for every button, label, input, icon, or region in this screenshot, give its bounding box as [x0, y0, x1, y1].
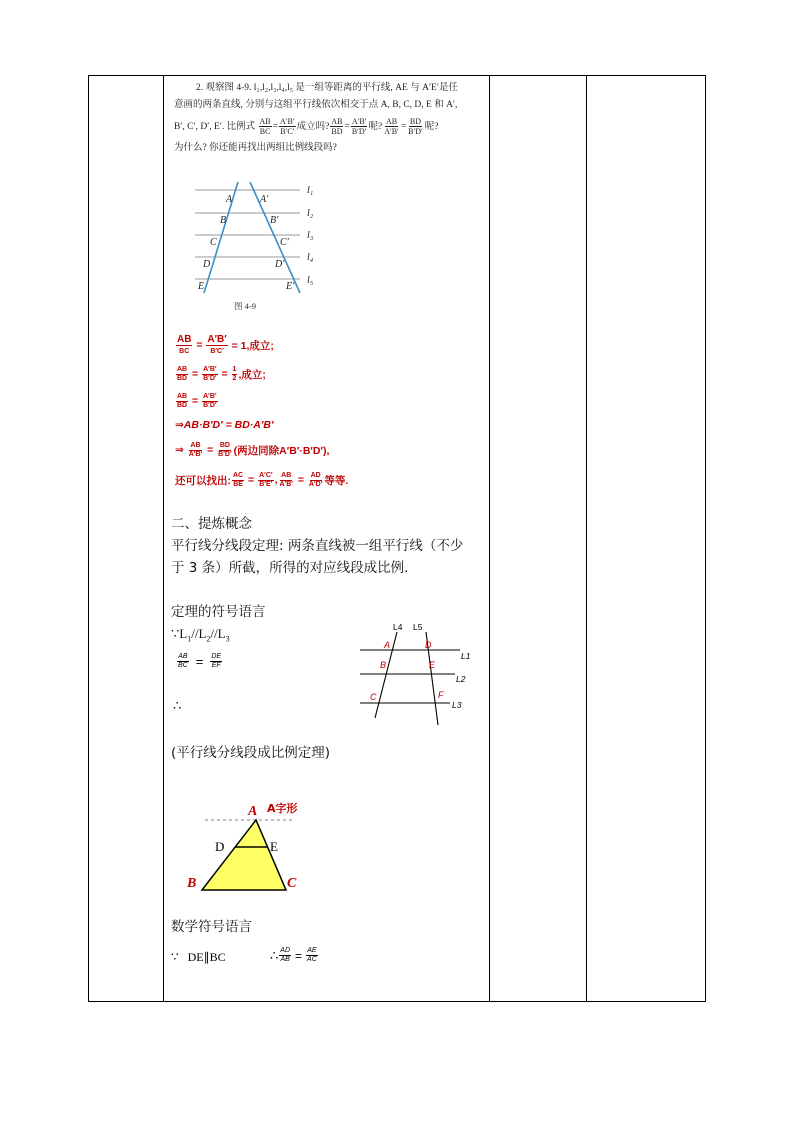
point-label: E: [429, 660, 436, 670]
vertex-label: C: [287, 876, 297, 891]
conclusion-formula: ∴ $\frac{AD}{AB}$ = $\frac{AE}{AC}$: [270, 947, 317, 963]
point-label: A: [226, 194, 233, 205]
answer-row-6: 还可以找出: $\frac{AC}{BE}$ = $\frac{A'C'}{B'E'}$ , $\frac{AB}{A'B'}$ = $\frac{AD}{A'D'}$ 等等.: [175, 471, 349, 488]
fraction: $\frac{AB}{BD}$: [331, 117, 343, 137]
therefore-symbol: ∴: [173, 699, 182, 714]
point-label: B: [220, 215, 227, 226]
point-label: C′: [280, 237, 289, 248]
line-label: l₅: [307, 275, 314, 286]
question-line-4: 为什么? 你还能再找出两组比例线段吗?: [174, 143, 337, 153]
triangle-abc: [202, 820, 286, 890]
symbol-language-title: 定理的符号语言: [171, 604, 266, 620]
point-label: A: [384, 640, 391, 650]
point-label: D: [215, 839, 225, 854]
answer-row-2: $\frac{AB}{BD}$ = $\frac{A'B'}{B'D'}$ = $\frac{1}{2}$ ,成立;: [177, 365, 266, 382]
answer-row-3: $\frac{AB}{BD}$ = $\frac{A'B'}{B'D'}$: [177, 392, 217, 409]
fraction: $\frac{A'B'}{B'D'}$: [351, 117, 367, 137]
point-label: C: [370, 692, 377, 702]
question-block: [174, 80, 486, 157]
line-label: L5: [413, 622, 423, 632]
figure-triangle: [180, 795, 320, 895]
question-line-1: 2. 观察图 4-9. l₁,l₂,l₃,l₄,l₅ 是一组等距离的平行线, AE 与 A′E′是任: [196, 83, 458, 93]
fraction: $\frac{BD}{B'D'}$: [408, 117, 423, 137]
question-line-3: B′, C′, D′, E′. 比例式 $\frac{AB}{BC}$ = $\frac{A'B'}{B'C'}$ 成立吗? $\frac{AB}{BD}$ = $\frac{A'B'}{B'D'}$ 呢? $\frac{AB}{A'B'}$ = $\frac{BD}{B'D'}$ 呢?: [174, 117, 439, 137]
line-label: l₁: [307, 185, 314, 196]
column-divider: [586, 76, 587, 1001]
line-label: L3: [452, 700, 462, 710]
parallel-condition: $\because L_1//L_2//L_3$: [171, 626, 230, 644]
point-label: B′: [270, 215, 279, 226]
point-label: E′: [286, 281, 295, 292]
point-label: F: [438, 690, 444, 700]
answer-row-4: ⇒AB·B′D′ = BD·A′B′: [175, 419, 274, 431]
theorem-line-2: 于 3 条）所截，所得的对应线段成比例.: [171, 560, 409, 576]
question-line-2: 意画的两条直线, 分别与这组平行线依次相交于点 A, B, C, D, E 和 A′,: [174, 100, 458, 110]
theorem-line-1: 平行线分线段定理: 两条直线被一组平行线（不少: [171, 538, 464, 554]
fraction: $\frac{AB}{BC}$: [259, 117, 271, 137]
theorem-formula: $\frac{AB}{BC}$ = $\frac{DE}{EF}$: [178, 653, 222, 669]
math-symbol-title: 数学符号语言: [171, 919, 252, 935]
fraction: $\frac{A'B'}{B'C'}$: [280, 117, 295, 137]
theorem-name: (平行线分线段成比例定理): [171, 745, 331, 761]
line-label: L4: [393, 622, 403, 632]
point-label: E: [270, 839, 278, 854]
column-divider: [489, 76, 490, 1001]
point-label: A′: [260, 194, 269, 205]
section-heading: 二、提炼概念: [171, 516, 252, 532]
point-label: D′: [275, 259, 285, 270]
point-label: D: [425, 640, 432, 650]
line-label: l₃: [307, 230, 314, 241]
line-label: l₂: [307, 208, 314, 219]
answer-block: [175, 330, 348, 496]
line-label: l₄: [307, 252, 314, 263]
a-shape-label: A字形: [267, 802, 298, 815]
fraction: $\frac{AB}{A'B'}$: [384, 117, 399, 137]
vertex-label: A: [248, 804, 258, 819]
answer-row-1: $\frac{AB}{BC}$ = $\frac{A'B'}{B'C'}$ = 1,成立;: [177, 333, 274, 355]
figure-4-9: [190, 175, 325, 315]
point-label: C: [210, 237, 217, 248]
line-label: L1: [461, 651, 471, 661]
line-label: L2: [456, 674, 466, 684]
point-label: B: [380, 660, 387, 670]
column-divider: [163, 76, 164, 1001]
figure-caption: 图 4-9: [234, 301, 256, 311]
point-label: E: [198, 281, 205, 292]
because-de-parallel-bc: ∵ DE∥BC: [171, 950, 226, 964]
point-label: D: [203, 259, 211, 270]
figure-parallel-lines: [355, 620, 485, 725]
vertex-label: B: [187, 876, 197, 891]
answer-row-5: ⇒ $\frac{AB}{A'B'}$ = $\frac{BD}{B'D'}$ (两边同除A′B′·B′D′),: [175, 441, 330, 458]
line-a1e1: [250, 182, 300, 293]
